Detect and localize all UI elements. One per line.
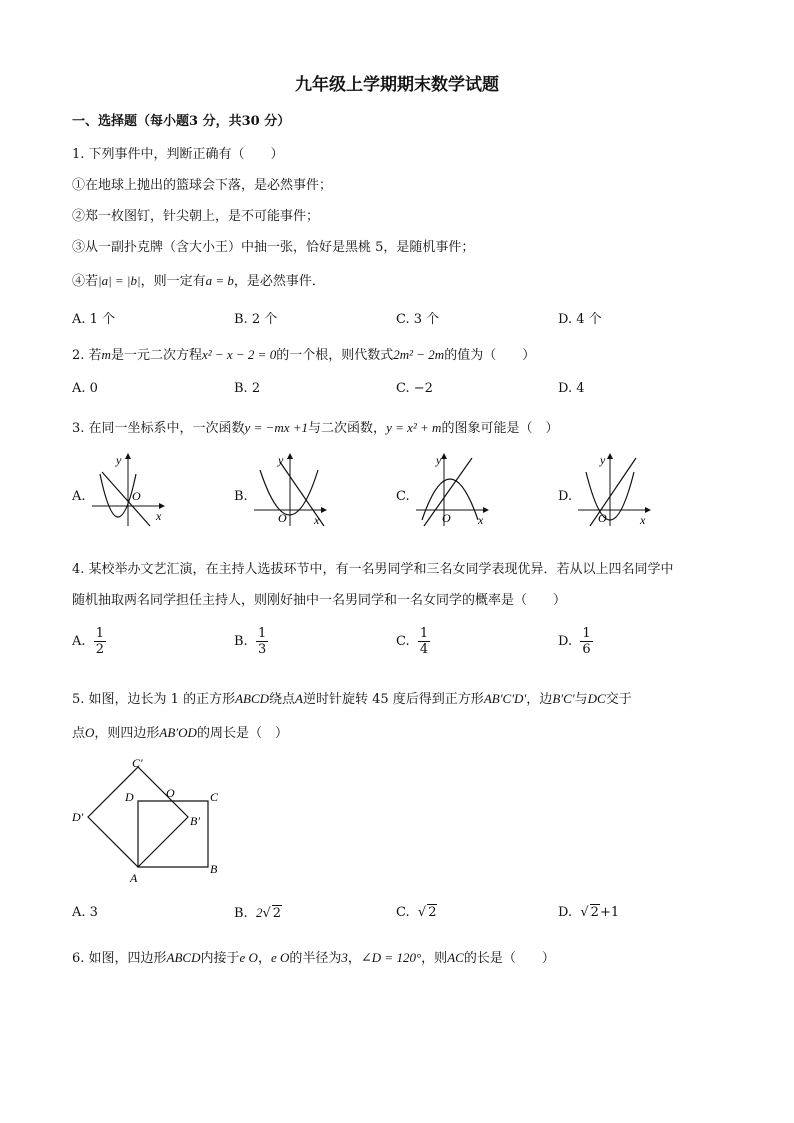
q3-graph-d[interactable] (574, 450, 654, 528)
q1-s4-expr: |a| = |b| (98, 273, 141, 288)
q4-d-label: D. (558, 634, 573, 649)
q5-b-label: B. (234, 906, 248, 921)
q5-line-1 (72, 688, 632, 707)
q6-angle: ∠D = 120° (360, 950, 422, 965)
q4-d-fraction: $\frac{1}{6}$ (582, 626, 591, 657)
q5-segment-1: B′C′ (552, 691, 575, 706)
q3-graph-a[interactable] (88, 450, 168, 528)
q5-l1-pre: 5. 如图，边长为 1 的正方形 (72, 692, 236, 707)
q6-stem (72, 947, 555, 966)
q6-mid5: ，则 (421, 951, 448, 966)
q5-segment-2: DC (587, 691, 606, 706)
q4-b-label: B. (234, 634, 248, 649)
q2-mid: 是一元二次方程 (110, 348, 202, 363)
q2-expression: 2m² − 2m (393, 347, 445, 362)
q5-option-c[interactable]: C. √ 2 (396, 905, 437, 920)
q3-a-o-label: O (132, 489, 141, 503)
q5-d-radicand: 2 (590, 905, 599, 920)
q1-option-d[interactable]: D. 4 个 (558, 312, 602, 327)
q4-option-a[interactable] (72, 626, 106, 657)
q1-statement-3: ③从一副扑克牌（含大小王）中抽一张，恰好是黑桃 5，是随机事件； (72, 240, 475, 255)
q3-d-o-label: O (598, 511, 607, 525)
q6-arc: AC (447, 950, 464, 965)
q5-b-coef: 2 (255, 905, 263, 920)
q1-s4-post: ，是必然事件． (233, 274, 325, 289)
q5-point-o: O (85, 725, 95, 740)
q4-c-label: C. (396, 634, 410, 649)
q4-option-c[interactable] (396, 626, 430, 657)
q3-d-x-label: x (640, 513, 646, 527)
q5-label-c-prime: C′ (132, 756, 143, 770)
q6-mid4: ， (347, 951, 361, 966)
q6-mid2: ， (257, 951, 271, 966)
q3-stem (72, 417, 558, 436)
q1-statement-4 (72, 270, 325, 289)
section-heading: 一、选择题（每小题3 分，共30 分） (72, 114, 291, 129)
q2-var: m (101, 347, 111, 362)
q3-option-d-label[interactable]: D. (558, 489, 573, 504)
q5-quadrilateral: AB′OD (159, 725, 197, 740)
q6-mid: 内接于 (200, 951, 240, 966)
q2-option-c[interactable]: C. −2 (396, 381, 433, 396)
q5-l1-mid2: 逆时针旋转 45 度后得到正方形 (303, 692, 484, 707)
q2-mid2: 的一个根，则代数式 (276, 348, 394, 363)
q1-statement-2: ②郑一枚图钉，针尖朝上，是不可能事件； (72, 209, 320, 224)
q5-l2-pre: 点 (72, 726, 86, 741)
q5-l1-post: 交于 (605, 692, 632, 707)
q5-figure (70, 755, 230, 885)
q5-label-d: D (125, 790, 134, 804)
q5-option-a[interactable]: A. 3 (72, 905, 98, 920)
q3-c-o-label: O (442, 511, 451, 525)
q3-option-b-label[interactable]: B. (234, 489, 248, 504)
q3-mid: 与二次函数， (308, 421, 387, 436)
q3-graph-c[interactable] (412, 450, 492, 528)
q3-b-o-label: O (278, 511, 287, 525)
q1-s4-expr2: a = b (205, 273, 234, 288)
q5-b-radicand: 2 (272, 906, 282, 921)
q5-square-2: AB′C′D′ (483, 691, 527, 706)
q1-option-b[interactable]: B. 2 个 (234, 312, 278, 327)
q5-l1-mid: 绕点 (269, 692, 296, 707)
q5-option-d[interactable]: D. √ 2+1 (558, 905, 620, 920)
q4-b-fraction: $\frac{1}{3}$ (257, 626, 267, 657)
q3-c-x-label: x (478, 513, 484, 527)
q6-pre: 6. 如图，四边形 (72, 951, 167, 966)
q4-option-b[interactable] (234, 626, 268, 657)
q5-l1-mid3: ，边 (526, 692, 553, 707)
q3-post: 的图象可能是（ ） (441, 421, 559, 436)
q5-l2-post: 的周长是（ ） (196, 726, 288, 741)
q6-mid3: 的半径为 (289, 951, 342, 966)
q5-l1-mid4: 与 (574, 692, 588, 707)
q2-stem (72, 344, 535, 363)
q4-line-1: 4. 某校举办文艺汇演，在主持人选拔环节中，有一名男同学和三名女同学表现优异．若从以上四名同学中 (72, 562, 674, 577)
q5-d-post: +1 (599, 905, 620, 920)
q2-equation: x² − x − 2 = 0 (201, 347, 277, 362)
q3-d-y-label: y (600, 453, 606, 467)
q5-point-a: A (295, 691, 303, 706)
page-title: 九年级上学期期末数学试题 (295, 75, 499, 95)
q3-c-y-label: y (436, 453, 442, 467)
q5-l2-mid: ，则四边形 (94, 726, 160, 741)
q1-s4-pre: ④若 (72, 274, 99, 289)
q2-post: 的值为（ ） (444, 348, 536, 363)
q4-line-2: 随机抽取两名同学担任主持人，则刚好抽中一名男同学和一名女同学的概率是（ ） (72, 593, 567, 608)
q2-option-d[interactable]: D. 4 (558, 381, 585, 396)
q1-s4-mid: ，则一定有 (140, 274, 206, 289)
q5-label-a: A (130, 871, 138, 885)
q6-post: 的长是（ ） (463, 951, 555, 966)
q5-c-label: C. (396, 905, 410, 920)
q5-label-c: C (210, 790, 219, 804)
q5-line-2 (72, 722, 288, 741)
q2-pre: 2. 若 (72, 348, 102, 363)
q3-linear-func: y = −mx +1 (244, 420, 309, 435)
q2-option-a[interactable]: A. 0 (72, 381, 98, 396)
q4-c-fraction: $\frac{1}{4}$ (419, 626, 429, 657)
q3-b-y-label: y (278, 453, 284, 467)
q5-square-1: ABCD (235, 691, 270, 706)
q5-option-b[interactable]: B. 2√ 2 (234, 905, 282, 921)
q3-option-c-label[interactable]: C. (396, 489, 410, 504)
q4-option-d[interactable] (558, 626, 593, 657)
q1-stem: 1. 下列事件中，判断正确有（ ） (72, 147, 284, 162)
q6-circle: e O (239, 950, 258, 965)
q1-option-a[interactable]: A. 1 个 (72, 312, 116, 327)
q3-a-x-label: x (156, 509, 162, 523)
q5-d-label: D. (558, 905, 573, 920)
q5-label-b: B (210, 862, 218, 876)
q1-statement-1: ①在地球上抛出的篮球会下落，是必然事件； (72, 178, 333, 193)
q5-label-d-prime: D′ (72, 810, 84, 824)
q6-radius: 3 (341, 950, 348, 965)
q3-option-a-label[interactable]: A. (72, 489, 86, 504)
q4-a-label: A. (72, 634, 86, 649)
q3-b-x-label: x (314, 513, 320, 527)
q6-quadrilateral: ABCD (166, 950, 201, 965)
q3-pre: 3. 在同一坐标系中，一次函数 (72, 421, 245, 436)
q3-graph-b[interactable] (250, 450, 330, 528)
q1-option-c[interactable]: C. 3 个 (396, 312, 440, 327)
q3-quad-func: y = x² + m (386, 420, 442, 435)
q6-circle-2: e O (270, 950, 290, 965)
q3-a-y-label: y (116, 453, 122, 467)
q5-c-radicand: 2 (428, 905, 437, 920)
q5-label-b-prime: B′ (190, 814, 200, 828)
q4-a-fraction: $\frac{1}{2}$ (95, 626, 105, 657)
q2-option-b[interactable]: B. 2 (234, 381, 261, 396)
q5-label-o: O (166, 786, 175, 800)
